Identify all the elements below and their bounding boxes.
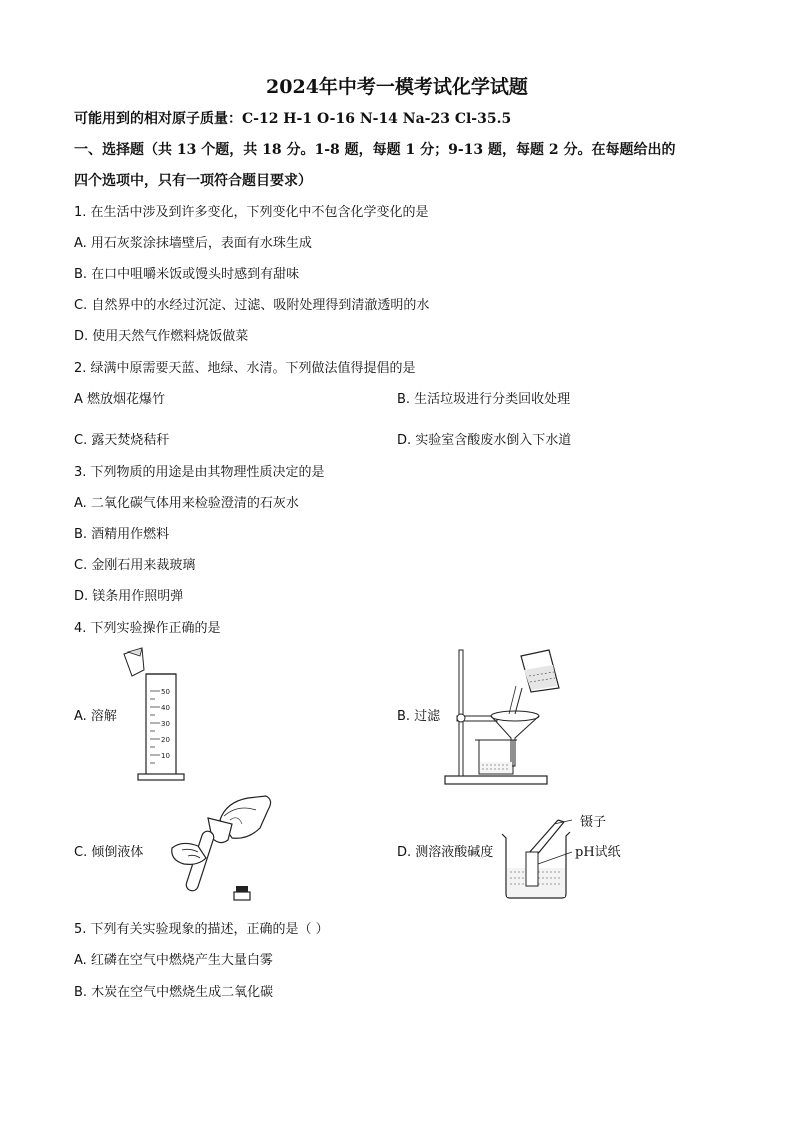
cylinder-mark-10: 10 bbox=[161, 752, 170, 760]
q2-option-b: B. 生活垃圾进行分类回收处理 bbox=[397, 392, 571, 407]
page-title: 2024年中考一模考试化学试题 bbox=[266, 76, 528, 98]
q4-option-b: B. 过滤 bbox=[397, 709, 441, 724]
q2-option-a: A 燃放烟花爆竹 bbox=[74, 392, 166, 407]
cylinder-mark-40: 40 bbox=[161, 704, 170, 712]
q3-option-b: B. 酒精用作燃料 bbox=[74, 527, 170, 542]
q5-option-b: B. 木炭在空气中燃烧生成二氧化碳 bbox=[74, 985, 274, 1000]
q1-stem: 1. 在生活中涉及到许多变化，下列变化中不包含化学变化的是 bbox=[74, 205, 429, 220]
atomic-masses: 可能用到的相对原子质量：C-12 H-1 O-16 N-14 Na-23 Cl-35.5 bbox=[74, 111, 512, 127]
q2-option-d: D. 实验室含酸废水倒入下水道 bbox=[397, 433, 572, 448]
q4-option-d: D. 测溶液酸碱度 bbox=[397, 845, 494, 860]
label-ph-paper: pH试纸 bbox=[575, 845, 621, 860]
q3-option-c: C. 金刚石用来裁玻璃 bbox=[74, 558, 196, 573]
q3-stem: 3. 下列物质的用途是由其物理性质决定的是 bbox=[74, 465, 325, 480]
q2-stem: 2. 绿满中原需要天蓝、地绿、水清。下列做法值得提倡的是 bbox=[74, 361, 416, 376]
q1-option-c: C. 自然界中的水经过沉淀、过滤、吸附处理得到清澈透明的水 bbox=[74, 298, 430, 313]
pouring-liquid-figure bbox=[168, 794, 276, 906]
q3-option-d: D. 镁条用作照明弹 bbox=[74, 589, 184, 604]
cylinder-mark-50: 50 bbox=[161, 688, 170, 696]
cylinder-mark-30: 30 bbox=[161, 720, 170, 728]
q2-option-c: C. 露天焚烧秸秆 bbox=[74, 433, 170, 448]
q1-option-a: A. 用石灰浆涂抹墙壁后，表面有水珠生成 bbox=[74, 236, 312, 251]
q5-stem: 5. 下列有关实验现象的描述，正确的是（ ） bbox=[74, 922, 329, 937]
q5-option-a: A. 红磷在空气中燃烧产生大量白雾 bbox=[74, 953, 273, 968]
q4-option-a: A. 溶解 bbox=[74, 709, 117, 724]
q4-option-c: C. 倾倒液体 bbox=[74, 845, 144, 860]
filtration-figure bbox=[445, 648, 565, 786]
q3-option-a: A. 二氧化碳气体用来检验澄清的石灰水 bbox=[74, 496, 299, 511]
section-heading-line1: 一、选择题（共 13 个题，共 18 分。1-8 题，每题 1 分；9-13 题，每题 2 分。在每题给出的 bbox=[74, 142, 676, 158]
section-heading-line2: 四个选项中，只有一项符合题目要求） bbox=[74, 173, 312, 189]
q4-stem: 4. 下列实验操作正确的是 bbox=[74, 621, 221, 636]
graduated-cylinder-figure bbox=[120, 646, 190, 786]
cylinder-mark-20: 20 bbox=[161, 736, 170, 744]
q1-option-b: B. 在口中咀嚼米饭或馒头时感到有甜味 bbox=[74, 267, 300, 282]
label-tweezers: 镊子 bbox=[580, 815, 607, 830]
q1-option-d: D. 使用天然气作燃料烧饭做菜 bbox=[74, 329, 249, 344]
